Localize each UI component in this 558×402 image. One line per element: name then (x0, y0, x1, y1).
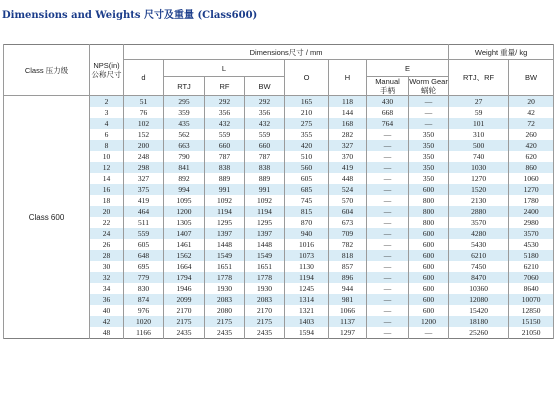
cell-d: 605 (124, 239, 164, 250)
cell-l-rtj: 1461 (164, 239, 205, 250)
cell-d: 830 (124, 283, 164, 294)
cell-h: 782 (329, 239, 367, 250)
cell-nps: 26 (90, 239, 124, 250)
cell-weight-bw: 12850 (509, 305, 554, 316)
cell-d: 464 (124, 206, 164, 217)
cell-weight-bw: 620 (509, 151, 554, 162)
cell-h: 448 (329, 173, 367, 184)
cell-o: 165 (285, 96, 329, 108)
header-nps (90, 45, 124, 96)
cell-d: 152 (124, 129, 164, 140)
cell-e-manual: — (367, 195, 409, 206)
cell-weight-rtj-rf: 7450 (449, 261, 509, 272)
cell-l-rtj: 994 (164, 184, 205, 195)
cell-nps: 22 (90, 217, 124, 228)
cell-weight-bw: 1270 (509, 184, 554, 195)
cell-e-worm-gear: 350 (409, 173, 449, 184)
cell-e-manual: — (367, 261, 409, 272)
cell-e-worm-gear: 600 (409, 305, 449, 316)
cell-weight-rtj-rf: 15420 (449, 305, 509, 316)
cell-l-bw: 1397 (245, 228, 285, 239)
cell-l-rf: 356 (205, 107, 245, 118)
cell-e-manual: — (367, 327, 409, 339)
cell-e-worm-gear: 600 (409, 283, 449, 294)
cell-h: 370 (329, 151, 367, 162)
cell-nps: 28 (90, 250, 124, 261)
cell-l-bw: 1194 (245, 206, 285, 217)
cell-e-manual: 668 (367, 107, 409, 118)
cell-e-manual: — (367, 151, 409, 162)
cell-e-manual: — (367, 283, 409, 294)
cell-l-bw: 432 (245, 118, 285, 129)
cell-d: 976 (124, 305, 164, 316)
cell-h: 327 (329, 140, 367, 151)
cell-e-worm-gear: 350 (409, 140, 449, 151)
cell-o: 1321 (285, 305, 329, 316)
cell-weight-bw: 5180 (509, 250, 554, 261)
header-O: O (285, 60, 329, 96)
cell-nps: 40 (90, 305, 124, 316)
cell-e-manual: — (367, 162, 409, 173)
cell-l-bw: 787 (245, 151, 285, 162)
cell-weight-rtj-rf: 1030 (449, 162, 509, 173)
cell-l-rf: 2080 (205, 305, 245, 316)
cell-o: 510 (285, 151, 329, 162)
cell-l-bw: 1549 (245, 250, 285, 261)
cell-nps: 20 (90, 206, 124, 217)
cell-nps: 12 (90, 162, 124, 173)
cell-weight-bw: 7060 (509, 272, 554, 283)
cell-h: 709 (329, 228, 367, 239)
cell-l-rtj: 790 (164, 151, 205, 162)
cell-e-worm-gear: 800 (409, 206, 449, 217)
cell-l-rf: 292 (205, 96, 245, 108)
header-manual (367, 77, 409, 96)
cell-d: 648 (124, 250, 164, 261)
cell-l-bw: 1930 (245, 283, 285, 294)
cell-h: 144 (329, 107, 367, 118)
cell-e-worm-gear: 600 (409, 250, 449, 261)
cell-l-rf: 787 (205, 151, 245, 162)
cell-o: 870 (285, 217, 329, 228)
cell-l-bw: 1448 (245, 239, 285, 250)
cell-d: 248 (124, 151, 164, 162)
cell-l-rtj: 1946 (164, 283, 205, 294)
cell-l-rf: 838 (205, 162, 245, 173)
cell-weight-rtj-rf: 1270 (449, 173, 509, 184)
cell-o: 1403 (285, 316, 329, 327)
cell-weight-bw: 6210 (509, 261, 554, 272)
cell-weight-rtj-rf: 6210 (449, 250, 509, 261)
cell-l-rf: 1930 (205, 283, 245, 294)
page-title: Dimensions and Weights 尺寸及重量 (Class600) (2, 10, 258, 21)
cell-weight-bw: 20 (509, 96, 554, 108)
cell-weight-bw: 8640 (509, 283, 554, 294)
cell-l-rtj: 1200 (164, 206, 205, 217)
cell-e-manual: — (367, 272, 409, 283)
cell-nps: 30 (90, 261, 124, 272)
cell-e-worm-gear: — (409, 107, 449, 118)
header-weight: Weight 重量/ kg (449, 45, 554, 60)
cell-h: 896 (329, 272, 367, 283)
cell-l-rf: 1778 (205, 272, 245, 283)
cell-e-manual: 430 (367, 96, 409, 108)
cell-l-rf: 1295 (205, 217, 245, 228)
cell-e-manual: — (367, 316, 409, 327)
cell-h: 1066 (329, 305, 367, 316)
cell-l-rtj: 435 (164, 118, 205, 129)
cell-h: 673 (329, 217, 367, 228)
cell-l-rtj: 1664 (164, 261, 205, 272)
cell-e-manual: — (367, 217, 409, 228)
cell-nps: 16 (90, 184, 124, 195)
cell-l-rtj: 1095 (164, 195, 205, 206)
cell-e-manual: — (367, 129, 409, 140)
cell-weight-rtj-rf: 25260 (449, 327, 509, 339)
header-L: L (164, 60, 285, 77)
cell-o: 275 (285, 118, 329, 129)
cell-l-bw: 559 (245, 129, 285, 140)
cell-nps: 10 (90, 151, 124, 162)
cell-d: 76 (124, 107, 164, 118)
cell-nps: 8 (90, 140, 124, 151)
cell-nps: 48 (90, 327, 124, 339)
cell-h: 857 (329, 261, 367, 272)
cell-h: 168 (329, 118, 367, 129)
cell-e-worm-gear: 600 (409, 294, 449, 305)
header-manual-label: Manual 手柄 (375, 77, 400, 95)
cell-e-worm-gear: 600 (409, 272, 449, 283)
cell-weight-rtj-rf: 3570 (449, 217, 509, 228)
header-weight-rtj-rf: RTJ、RF (449, 60, 509, 96)
cell-d: 51 (124, 96, 164, 108)
cell-o: 1073 (285, 250, 329, 261)
cell-l-rf: 2175 (205, 316, 245, 327)
cell-h: 604 (329, 206, 367, 217)
cell-o: 685 (285, 184, 329, 195)
cell-nps: 14 (90, 173, 124, 184)
cell-e-manual: — (367, 228, 409, 239)
cell-weight-bw: 4530 (509, 239, 554, 250)
cell-l-rf: 991 (205, 184, 245, 195)
table-row (4, 96, 554, 108)
cell-h: 1297 (329, 327, 367, 339)
cell-h: 818 (329, 250, 367, 261)
cell-h: 570 (329, 195, 367, 206)
cell-l-bw: 2170 (245, 305, 285, 316)
cell-l-rtj: 1305 (164, 217, 205, 228)
cell-weight-rtj-rf: 10360 (449, 283, 509, 294)
cell-d: 102 (124, 118, 164, 129)
cell-weight-bw: 1060 (509, 173, 554, 184)
header-dimensions: Dimensions尺寸 / mm (124, 45, 449, 60)
cell-h: 1137 (329, 316, 367, 327)
header-class: Class 压力级 (4, 45, 90, 96)
cell-nps: 42 (90, 316, 124, 327)
cell-o: 560 (285, 162, 329, 173)
cell-weight-bw: 15150 (509, 316, 554, 327)
cell-e-worm-gear: 350 (409, 129, 449, 140)
cell-weight-bw: 21050 (509, 327, 554, 339)
cell-l-rf: 1651 (205, 261, 245, 272)
cell-d: 298 (124, 162, 164, 173)
cell-e-manual: — (367, 140, 409, 151)
cell-weight-rtj-rf: 1520 (449, 184, 509, 195)
cell-weight-bw: 72 (509, 118, 554, 129)
cell-d: 375 (124, 184, 164, 195)
header-L-rf: RF (205, 77, 245, 96)
cell-l-rf: 1397 (205, 228, 245, 239)
header-nps-label: NPS(in) 公称尺寸 (91, 61, 122, 79)
table-body (4, 96, 554, 339)
cell-l-bw: 356 (245, 107, 285, 118)
cell-o: 1194 (285, 272, 329, 283)
cell-weight-rtj-rf: 4280 (449, 228, 509, 239)
cell-l-bw: 889 (245, 173, 285, 184)
cell-l-rtj: 2435 (164, 327, 205, 339)
cell-e-manual: — (367, 184, 409, 195)
cell-h: 282 (329, 129, 367, 140)
cell-e-worm-gear: 800 (409, 195, 449, 206)
cell-e-worm-gear: 350 (409, 162, 449, 173)
cell-weight-rtj-rf: 740 (449, 151, 509, 162)
cell-weight-bw: 420 (509, 140, 554, 151)
cell-e-worm-gear: — (409, 96, 449, 108)
cell-h: 524 (329, 184, 367, 195)
cell-nps: 36 (90, 294, 124, 305)
cell-l-rf: 2083 (205, 294, 245, 305)
cell-weight-bw: 42 (509, 107, 554, 118)
cell-weight-bw: 2400 (509, 206, 554, 217)
cell-l-rtj: 2099 (164, 294, 205, 305)
cell-e-worm-gear: 1200 (409, 316, 449, 327)
cell-l-rf: 1549 (205, 250, 245, 261)
cell-nps: 24 (90, 228, 124, 239)
cell-l-rf: 889 (205, 173, 245, 184)
cell-o: 1130 (285, 261, 329, 272)
cell-l-rf: 559 (205, 129, 245, 140)
cell-l-bw: 991 (245, 184, 285, 195)
cell-weight-bw: 260 (509, 129, 554, 140)
cell-nps: 34 (90, 283, 124, 294)
header-H: H (329, 60, 367, 96)
header-worm-gear (409, 77, 449, 96)
cell-weight-bw: 860 (509, 162, 554, 173)
cell-weight-rtj-rf: 18180 (449, 316, 509, 327)
cell-o: 1016 (285, 239, 329, 250)
cell-o: 815 (285, 206, 329, 217)
cell-l-bw: 2435 (245, 327, 285, 339)
header-d: d (124, 60, 164, 96)
cell-weight-rtj-rf: 59 (449, 107, 509, 118)
cell-l-rf: 660 (205, 140, 245, 151)
cell-l-rf: 432 (205, 118, 245, 129)
cell-weight-rtj-rf: 500 (449, 140, 509, 151)
cell-l-bw: 1651 (245, 261, 285, 272)
cell-weight-rtj-rf: 27 (449, 96, 509, 108)
cell-e-worm-gear: — (409, 118, 449, 129)
cell-l-bw: 1092 (245, 195, 285, 206)
cell-e-worm-gear: 600 (409, 184, 449, 195)
cell-l-rtj: 359 (164, 107, 205, 118)
cell-d: 559 (124, 228, 164, 239)
cell-d: 1166 (124, 327, 164, 339)
cell-nps: 18 (90, 195, 124, 206)
cell-weight-rtj-rf: 5430 (449, 239, 509, 250)
cell-h: 981 (329, 294, 367, 305)
cell-h: 118 (329, 96, 367, 108)
cell-h: 944 (329, 283, 367, 294)
cell-o: 1594 (285, 327, 329, 339)
cell-weight-bw: 10070 (509, 294, 554, 305)
cell-d: 1020 (124, 316, 164, 327)
cell-e-worm-gear: — (409, 327, 449, 339)
cell-e-worm-gear: 600 (409, 261, 449, 272)
cell-e-worm-gear: 800 (409, 217, 449, 228)
cell-d: 779 (124, 272, 164, 283)
cell-o: 745 (285, 195, 329, 206)
class-label: Class 600 (4, 96, 90, 339)
cell-l-bw: 1778 (245, 272, 285, 283)
cell-e-manual: — (367, 250, 409, 261)
cell-e-manual: — (367, 239, 409, 250)
cell-l-rtj: 295 (164, 96, 205, 108)
cell-nps: 32 (90, 272, 124, 283)
cell-l-rf: 2435 (205, 327, 245, 339)
cell-e-manual: — (367, 294, 409, 305)
cell-weight-bw: 2980 (509, 217, 554, 228)
cell-l-bw: 292 (245, 96, 285, 108)
cell-d: 695 (124, 261, 164, 272)
cell-h: 419 (329, 162, 367, 173)
cell-nps: 6 (90, 129, 124, 140)
cell-l-bw: 2175 (245, 316, 285, 327)
header-E: E (367, 60, 449, 77)
cell-e-manual: — (367, 305, 409, 316)
cell-l-rf: 1092 (205, 195, 245, 206)
cell-o: 1314 (285, 294, 329, 305)
cell-o: 1245 (285, 283, 329, 294)
cell-l-rf: 1448 (205, 239, 245, 250)
cell-weight-rtj-rf: 2880 (449, 206, 509, 217)
cell-e-worm-gear: 600 (409, 228, 449, 239)
cell-l-bw: 660 (245, 140, 285, 151)
cell-l-rtj: 2170 (164, 305, 205, 316)
cell-l-rtj: 892 (164, 173, 205, 184)
cell-weight-rtj-rf: 101 (449, 118, 509, 129)
cell-o: 420 (285, 140, 329, 151)
header-weight-bw: BW (509, 60, 554, 96)
cell-d: 327 (124, 173, 164, 184)
cell-d: 200 (124, 140, 164, 151)
cell-d: 511 (124, 217, 164, 228)
header-L-rtj: RTJ (164, 77, 205, 96)
cell-l-rtj: 562 (164, 129, 205, 140)
cell-e-manual: — (367, 173, 409, 184)
cell-l-rtj: 663 (164, 140, 205, 151)
header-worm-gear-label: Worm Gear 蜗轮 (409, 77, 448, 95)
cell-o: 210 (285, 107, 329, 118)
cell-weight-rtj-rf: 12080 (449, 294, 509, 305)
cell-l-rf: 1194 (205, 206, 245, 217)
cell-nps: 3 (90, 107, 124, 118)
cell-l-bw: 838 (245, 162, 285, 173)
cell-weight-rtj-rf: 2130 (449, 195, 509, 206)
cell-nps: 4 (90, 118, 124, 129)
dimensions-weights-table (3, 44, 554, 339)
header-L-bw: BW (245, 77, 285, 96)
cell-l-bw: 2083 (245, 294, 285, 305)
cell-weight-rtj-rf: 310 (449, 129, 509, 140)
cell-l-rtj: 1562 (164, 250, 205, 261)
cell-o: 940 (285, 228, 329, 239)
cell-d: 419 (124, 195, 164, 206)
cell-e-manual: 764 (367, 118, 409, 129)
cell-l-rtj: 2175 (164, 316, 205, 327)
cell-l-rtj: 1794 (164, 272, 205, 283)
cell-l-bw: 1295 (245, 217, 285, 228)
cell-o: 355 (285, 129, 329, 140)
cell-weight-rtj-rf: 8470 (449, 272, 509, 283)
cell-e-worm-gear: 350 (409, 151, 449, 162)
cell-o: 605 (285, 173, 329, 184)
cell-weight-bw: 1780 (509, 195, 554, 206)
cell-e-manual: — (367, 206, 409, 217)
cell-nps: 2 (90, 96, 124, 108)
cell-e-worm-gear: 600 (409, 239, 449, 250)
cell-weight-bw: 3570 (509, 228, 554, 239)
cell-l-rtj: 841 (164, 162, 205, 173)
cell-l-rtj: 1407 (164, 228, 205, 239)
cell-d: 874 (124, 294, 164, 305)
